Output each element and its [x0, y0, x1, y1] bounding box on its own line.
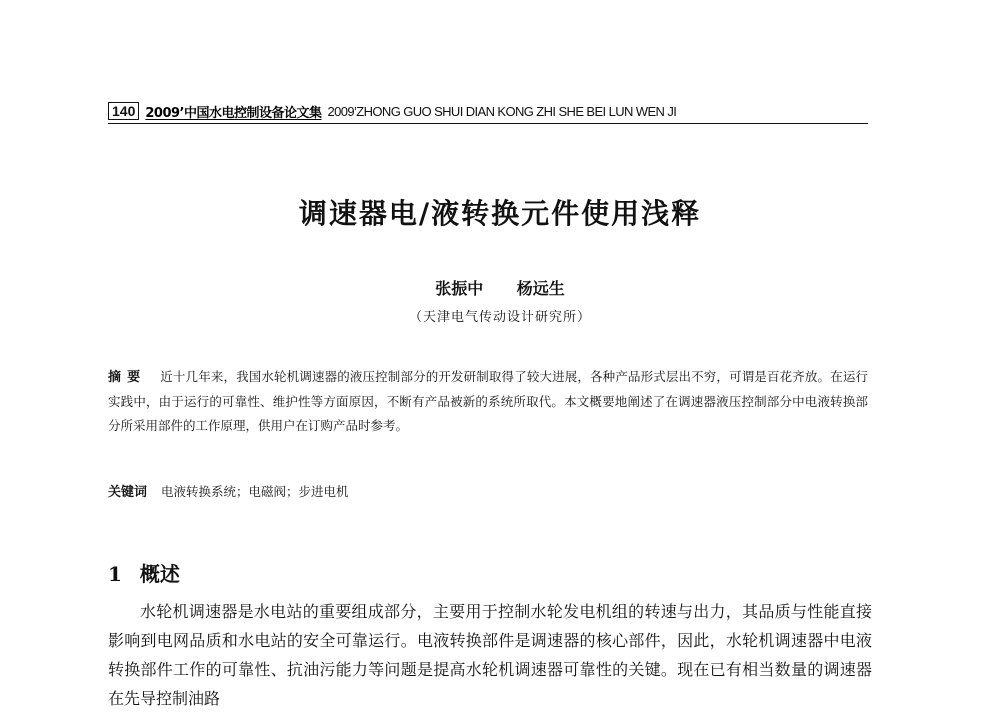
- section-title: 概述: [139, 562, 180, 586]
- body-paragraph: 水轮机调速器是水电站的重要组成部分，主要用于控制水轮发电机组的转速与出力，其品质与性能直接影响到电网品质和水电站的安全可靠运行。电液转换部件是调速器的核心部件，因此，水轮机调速器中电液转换部件工作的可靠性、抗油污能力等问题是提高水轮机调速器可靠性的关键。现在已有相当数量的调速器在先导控制油路: [108, 602, 872, 708]
- journal-title-pinyin: 2009’ZHONG GUO SHUI DIAN KONG ZHI SHE BEI LUN WEN JI: [327, 103, 677, 119]
- journal-title-chinese: 2009’中国水电控制设备论文集: [145, 105, 322, 121]
- running-header: [108, 101, 868, 124]
- abstract-label: 摘要: [108, 370, 147, 385]
- section-number: 1: [108, 562, 122, 586]
- keywords-block: [108, 482, 868, 503]
- keywords-text: 电液转换系统；电磁阀；步进电机: [161, 484, 349, 499]
- abstract-block: [108, 365, 868, 438]
- abstract-text: 近十几年来，我国水轮机调速器的液压控制部分的开发研制取得了较大进展，各种产品形式层出不穷，可谓是百花齐放。在运行实践中，由于运行的可靠性、维护性等方面原因，不断有产品被新的系统所取代。本文概要地阐述了在调速器液压控制部分中电液转换部分所采用部件的工作原理，供用户在订购产品时参考。: [108, 369, 868, 433]
- paper-authors: 张振中 杨远生: [435, 279, 565, 298]
- paper-title: 调速器电/液转换元件使用浅释: [298, 197, 702, 230]
- keywords-label: 关键词: [108, 485, 148, 500]
- section-heading: [108, 558, 868, 587]
- page-number: 140: [108, 102, 139, 120]
- author-affiliation: （天津电气传动设计研究所）: [408, 310, 591, 325]
